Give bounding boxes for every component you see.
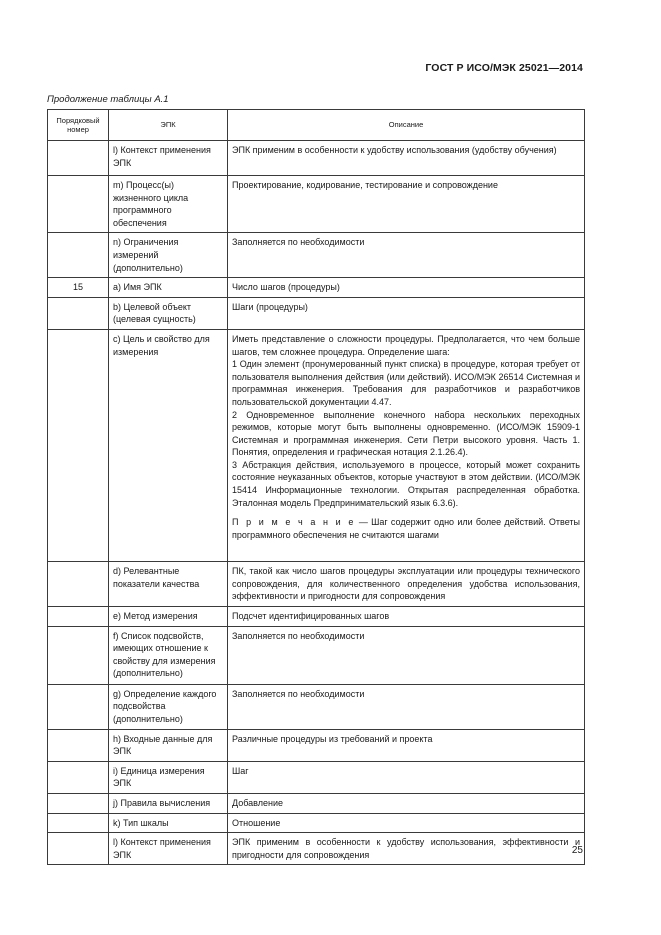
column-header-epk: ЭПК [109, 110, 228, 141]
epk-cell: n) Ограничения измерений (дополнительно) [109, 233, 228, 278]
row-number [48, 297, 109, 329]
table-row [48, 729, 585, 761]
epk-cell: m) Процесс(ы) жизненного цикла программного обеспечения [109, 176, 228, 233]
description-cell: ЭПК применим в особенности к удобству использования, эффективности и пригодности для сопровождения [228, 833, 585, 865]
table-row [48, 684, 585, 729]
table-row [48, 176, 585, 233]
description-cell: Подсчет идентифицированных шагов [228, 606, 585, 626]
description-cell: ЭПК применим в особенности к удобству использования (удобству обучения) [228, 141, 585, 176]
table-row [48, 233, 585, 278]
description-cell: Добавление [228, 793, 585, 813]
table-header-row [48, 110, 585, 141]
epk-cell: l) Контекст применения ЭПК [109, 833, 228, 865]
column-header-number: Порядковый номер [48, 110, 109, 141]
row-number [48, 176, 109, 233]
epk-cell: k) Тип шкалы [109, 813, 228, 833]
table-row [48, 793, 585, 813]
note-text: — Шаг содержит одно или более действий. Ответы программного обеспечения не считаются шагами [232, 517, 581, 540]
epk-cell: b) Целевой объект (целевая сущность) [109, 297, 228, 329]
epk-cell: j) Правила вычисления [109, 793, 228, 813]
description-cell: Различные процедуры из требований и проекта [228, 729, 585, 761]
epk-cell: h) Входные данные для ЭПК [109, 729, 228, 761]
table-row [48, 329, 585, 561]
table-row [48, 278, 585, 298]
row-number [48, 729, 109, 761]
row-number [48, 813, 109, 833]
column-header-description: Описание [228, 110, 585, 141]
epk-cell: c) Цель и свойство для измерения [109, 329, 228, 561]
row-number [48, 833, 109, 865]
row-number [48, 793, 109, 813]
description-cell: Проектирование, кодирование, тестирование и сопровождение [228, 176, 585, 233]
description-cell: ПК, такой как число шагов процедуры эксплуатации или процедуры технического сопровождения, для количественного определения удобства использования, эффективности и пригодности для сопровождения [228, 561, 585, 606]
description-cell: Число шагов (процедуры) [228, 278, 585, 298]
description-cell: Шаг [228, 761, 585, 793]
row-number [48, 606, 109, 626]
note [232, 516, 580, 541]
standard-title: ГОСТ Р ИСО/МЭК 25021—2014 [425, 62, 583, 74]
note-label: П р и м е ч а н и е [232, 517, 356, 528]
epk-cell: l) Контекст применения ЭПК [109, 141, 228, 176]
row-number [48, 626, 109, 684]
row-number [48, 684, 109, 729]
epk-cell: e) Метод измерения [109, 606, 228, 626]
row-number: 15 [48, 278, 109, 298]
epk-cell: i) Единица измерения ЭПК [109, 761, 228, 793]
epk-cell: f) Список подсвойств, имеющих отношение к свойству для измерения (дополнительно) [109, 626, 228, 684]
table-row [48, 813, 585, 833]
row-number [48, 761, 109, 793]
row-number [48, 233, 109, 278]
description-cell: Заполняется по необходимости [228, 233, 585, 278]
epk-cell: d) Релевантные показатели качества [109, 561, 228, 606]
table-row [48, 606, 585, 626]
row-number [48, 141, 109, 176]
description-cell: Заполняется по необходимости [228, 626, 585, 684]
step-definition-text: Иметь представление о сложности процедуры. Предполагается, что чем больше шагов, тем сложнее процедура. Определение шага: 1 Один элемент (пронумерованный пункт списка) в процедуре, которая требует от пользователя выполнения действия (или действий). ИСО/МЭК 26514 Системная и программная инженерия. Требования для разработчиков и разработчиков пользовательской документации 4.47. 2 Одновременное выполнение конечного набора нескольких переходных режимов, которые могут быть выполнены одновременно. (ИСО/МЭК 15909-1 Системная и программная инженерия. Сети Петри высокого уровня. Часть 1. Понятия, определения и графическая нотация 2.1.26.4). 3 Абстракция действия, используемого в процессе, который может сохранить состояние неуказанных объектов, которые участвуют в этом действии. (ИСО/МЭК 15414 Информационные технологии. Открытая распределенная обработка. Эталонная модель Предпринимательский язык 6.3.6). [232, 333, 580, 508]
description-cell: Шаги (процедуры) [228, 297, 585, 329]
epk-cell: a) Имя ЭПК [109, 278, 228, 298]
table-row [48, 561, 585, 606]
table-row [48, 141, 585, 176]
description-cell: Заполняется по необходимости [228, 684, 585, 729]
epk-table [47, 109, 585, 865]
table-row [48, 297, 585, 329]
table-caption: Продолжение таблицы А.1 [47, 94, 169, 105]
row-number [48, 561, 109, 606]
row-number [48, 329, 109, 561]
epk-cell: g) Определение каждого подсвойства (дополнительно) [109, 684, 228, 729]
page-number: 25 [571, 845, 583, 856]
description-cell: Отношение [228, 813, 585, 833]
table-row [48, 833, 585, 865]
description-cell [228, 329, 585, 561]
table-row [48, 761, 585, 793]
table-row [48, 626, 585, 684]
